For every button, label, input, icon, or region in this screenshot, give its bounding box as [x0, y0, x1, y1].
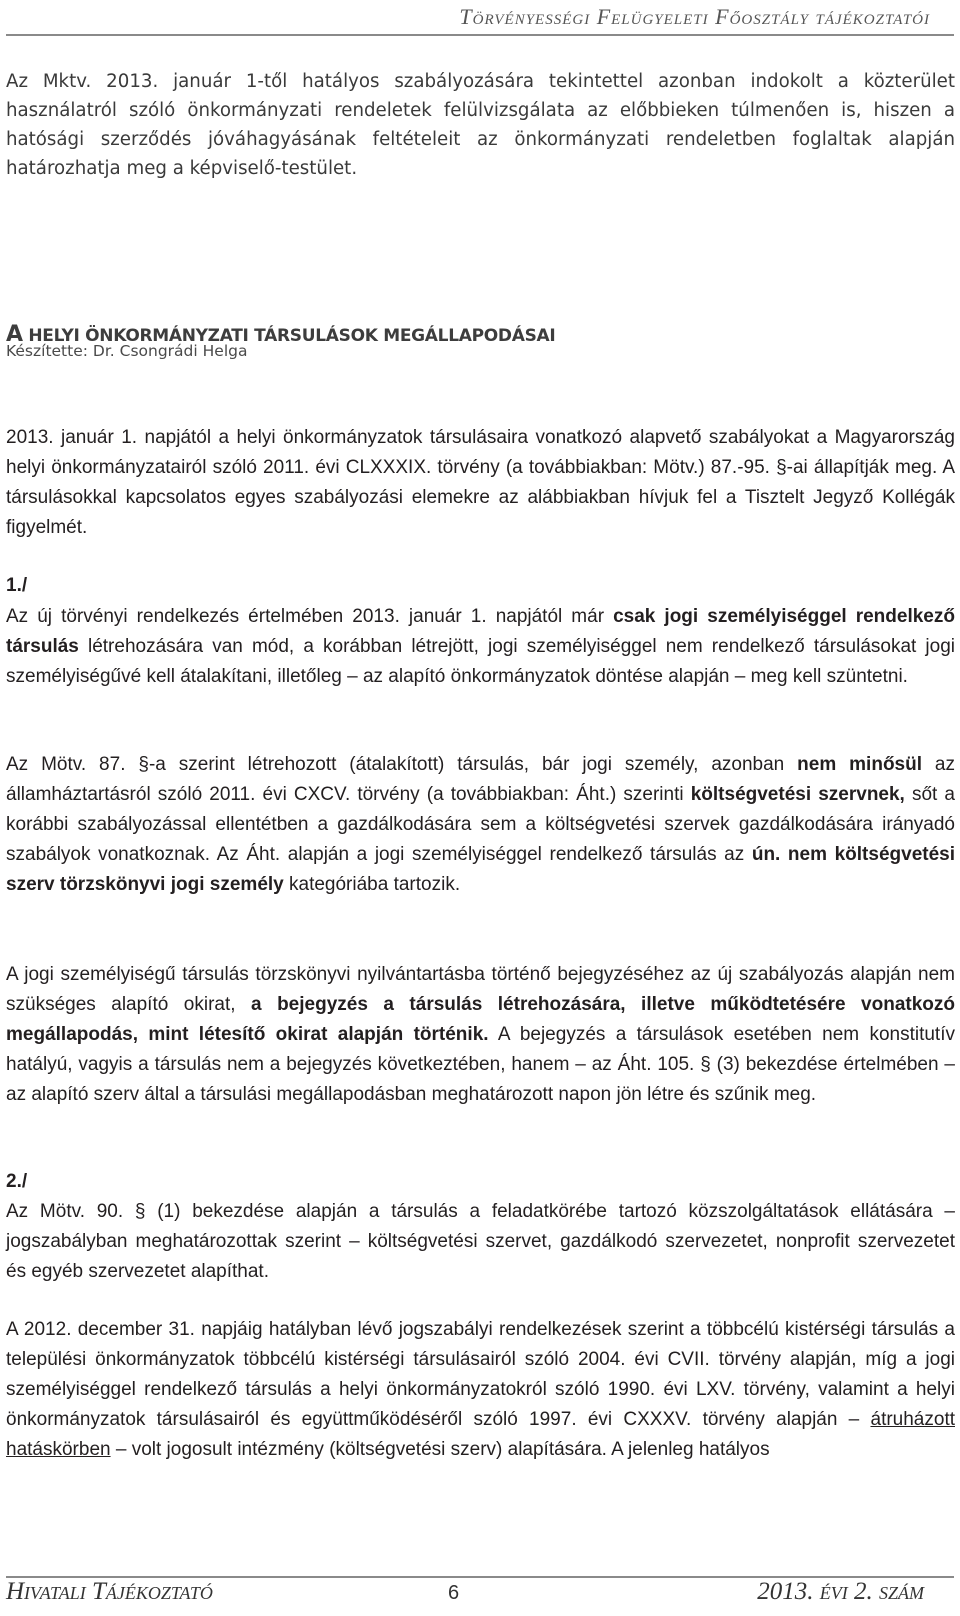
registration-bold: a bejegyzés a társulás létrehozására, illetve működtetésére vonatkozó megállapodás, mint létesítő okirat alapján történik.: [6, 994, 955, 1045]
header-rule: [6, 34, 954, 36]
paragraph-intro-rules: 2013. január 1. napjától a helyi önkormányzatok társulásaira vonatkozó alapvető szabályokat a Magyarország helyi önkormányzatairól szóló 2011. évi CLXXXIX. törvény (a továbbiakban: Mötv.) 87.-95. §-ai állapítják meg. A társulásokkal kapcsolatos egyes szabályozási elemekre az alábbiakban hívjuk fel a Tisztelt Jegyző Kollégák figyelmét.: [6, 427, 955, 538]
legal-status-text-b: az államháztartásról szóló 2011. évi CXCV. törvény (a továbbiakban: Áht.) szerinti: [6, 754, 955, 805]
item-2-label: 2./: [6, 1171, 28, 1192]
registration-text-b: A bejegyzés a társulások esetében nem konstitutív hatályú, vagyis a társulás nem a bejegyzés következtében, hanem – az Áht. 105. § (3) bekezdése értelmében – az alapító szerv által a társulási megállapodásban meghatározott napon jön létre és szűnik meg.: [6, 1024, 955, 1105]
item-2-paragraph: Az Mötv. 90. § (1) bekezdése alapján a társulás a feladatkörébe tartozó közszolgáltatások ellátására – jogszabályban meghatározottak szerint – költségvetési szervet, gazdálkodó szervezetet, nonprofit szervezetet és egyéb szervezetet alapíthat.: [6, 1201, 955, 1282]
legal-status-text-d: kategóriába tartozik.: [283, 874, 461, 895]
history-underlined: átruházott hatáskörben: [6, 1409, 955, 1460]
paragraph-registration: [6, 960, 955, 1110]
registration-text-a: A jogi személyiségű társulás törzskönyvi nyilvántartásba történő bejegyzéséhez az új szabályozás alapján nem szükséges alapító okirat,: [6, 964, 955, 1015]
legal-status-bold-c: ún. nem költségvetési szerv törzskönyvi jogi személy: [6, 844, 955, 895]
item-1-text-a: Az új törvényi rendelkezés értelmében 2013. január 1. napjától már: [6, 606, 614, 627]
item-1-label: 1./: [6, 575, 28, 596]
intro-paragraph: Az Mktv. 2013. január 1-től hatályos szabályozására tekintettel azonban indokolt a közterület használatról szóló önkormányzati rendeletek felülvizsgálata az előbbieken túlmenően is, hiszen a hatósági szerződés jóváhagyásának feltételeit az önkormányzati rendeletben foglaltak alapján határozhatja meg a képviselő-testület.: [6, 71, 955, 179]
history-text-b: – volt jogosult intézmény (költségvetési szerv) alapítására. A jelenleg hatályos: [110, 1439, 770, 1460]
paragraph-history: [6, 1315, 955, 1465]
item-1-text-b: létrehozására van mód, a korábban létrejött, jogi személyiséggel nem rendelkező társulásokat jogi személyiségűvé kell átalakítani, illetőleg – az alapító önkormányzatok döntése alapján – meg kell szüntetni.: [6, 636, 955, 687]
item-1-bold: csak jogi személyiséggel rendelkező társulás: [6, 606, 955, 657]
item-1-paragraph: [6, 602, 955, 692]
section-title-initial: A: [6, 322, 23, 347]
running-footer: [0, 1578, 960, 1614]
history-text-a: A 2012. december 31. napjáig hatályban lévő jogszabályi rendelkezések szerint a többcélú kistérségi társulás a települési önkormányzatok többcélú kistérségi társulásairól szóló 2004. évi CVII. törvény alapján, míg a jogi személyiséggel rendelkező társulás a helyi önkormányzatokról szóló 1990. évi LXV. törvény, valamint a helyi önkormányzatok társulásairól és együttműködéséről szóló 1997. évi CXXXV. törvény alapján –: [6, 1319, 955, 1430]
running-header: Törvényességi Felügyeleti Főosztály tájékoztatói: [459, 4, 930, 29]
legal-status-bold-a: nem minősül: [797, 754, 922, 775]
page-number: 6: [448, 1582, 460, 1604]
section-author: Készítette: Dr. Csongrádi Helga: [6, 342, 248, 360]
section-title-rest: HELYI ÖNKORMÁNYZATI TÁRSULÁSOK MEGÁLLAPODÁSAI: [22, 326, 556, 346]
legal-status-bold-b: költségvetési szervnek,: [690, 784, 905, 805]
footer-issue: 2013. évi 2. szám: [757, 1578, 924, 1605]
paragraph-legal-status: [6, 750, 955, 900]
footer-publication: Hivatali Tájékoztató: [6, 1578, 213, 1605]
legal-status-text-c: sőt a korábbi szabályozással ellentétben a gazdálkodására sem a költségvetési szervek gazdálkodására irányadó szabályok vonatkoznak. Az Áht. alapján a jogi személyiséggel rendelkező társulás az: [6, 784, 955, 865]
legal-status-text-a: Az Mötv. 87. §-a szerint létrehozott (átalakított) társulás, bár jogi személy, azonban: [6, 754, 798, 775]
